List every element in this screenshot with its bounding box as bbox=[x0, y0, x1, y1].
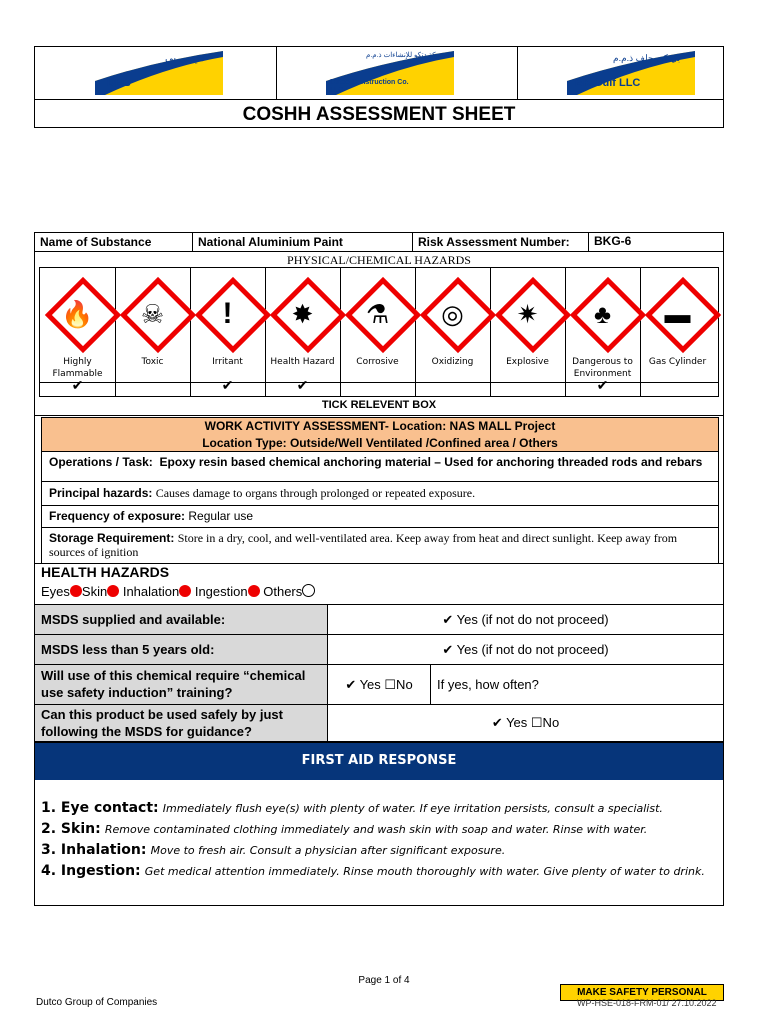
hazard-label: Irritant bbox=[212, 357, 243, 367]
hazard-label: Explosive bbox=[506, 357, 549, 367]
hazard-label: Health Hazard bbox=[270, 357, 335, 367]
first-aid-title: FIRST AID RESPONSE bbox=[35, 743, 723, 780]
bkgulf-logo-text: BK Gulf LLC bbox=[575, 77, 641, 89]
first-aid-text: Remove contaminated clothing immediately and wash skin with soap and water. Rinse with water. bbox=[104, 823, 648, 836]
hazard-label: Gas Cylinder bbox=[648, 357, 707, 367]
tick-box[interactable] bbox=[640, 377, 718, 396]
first-aid-item bbox=[41, 861, 717, 882]
tick-box[interactable] bbox=[340, 377, 416, 396]
page-number: Page 1 of 4 bbox=[358, 975, 410, 986]
document-reference: WP-HSE-018-FRM-01/ 27.10.2022 bbox=[577, 998, 717, 1008]
hazard-cell bbox=[415, 268, 491, 384]
tick-box[interactable]: ✔ bbox=[565, 377, 641, 396]
tick-box[interactable]: ✔ bbox=[190, 377, 266, 396]
logo-cell-dbb bbox=[35, 47, 277, 99]
health-item-label: Skin bbox=[81, 584, 108, 599]
hazard-label: Corrosive bbox=[356, 357, 399, 367]
safe-use-question-line1: Can this product be used safely by just bbox=[41, 707, 283, 722]
dutco-logo-text: Dutco Construction Co. LLC bbox=[330, 79, 409, 94]
operations-label: Operations / Task: bbox=[49, 455, 153, 469]
frequency-row bbox=[41, 506, 719, 528]
skull-icon: ☠ bbox=[140, 299, 165, 329]
hazards-section bbox=[34, 251, 724, 415]
msds-age-answer[interactable]: ✔ Yes (if not do not proceed) bbox=[328, 635, 723, 665]
risk-number-value: BKG-6 bbox=[594, 234, 632, 248]
first-aid-label: 1. Eye contact: bbox=[41, 800, 159, 816]
hazard-pictogram-grid bbox=[39, 267, 719, 383]
document-header bbox=[34, 46, 724, 128]
storage-label: Storage Requirement: bbox=[49, 531, 175, 545]
hazard-label: Oxidizing bbox=[431, 357, 474, 367]
bkgulf-logo-arabic: بي كي جلف ذ.م.م bbox=[613, 53, 681, 63]
safe-use-question-line2: following the MSDS for guidance? bbox=[41, 724, 252, 739]
hazard-label: Dangerous to Environment bbox=[572, 357, 633, 379]
storage-value: Store in a dry, cool, and well-ventilated area. Keep away from heat and direct sunlight. Keep away from sources of ignition bbox=[49, 531, 678, 559]
dutco-logo-arabic: شركة دتكو للإنشاءات ذ.م.م bbox=[366, 52, 446, 59]
hazard-label: Toxic bbox=[141, 357, 164, 367]
company-name: Dutco Group of Companies bbox=[36, 997, 158, 1008]
hazard-cell bbox=[265, 268, 341, 384]
safety-slogan-badge: MAKE SAFETY PERSONAL bbox=[560, 984, 724, 1001]
hazard-label: Highly Flammable bbox=[52, 357, 103, 379]
dbb-logo-arabic: دي بي بي bbox=[165, 53, 206, 64]
first-aid-label: 2. Skin: bbox=[41, 821, 101, 837]
first-aid-label: 3. Inhalation: bbox=[41, 842, 147, 858]
induction-answer[interactable]: ✔ Yes ☐No bbox=[328, 665, 431, 705]
gas-cylinder-icon: ▬ bbox=[664, 299, 691, 329]
work-activity-location-type: Location Type: Outside/Well Ventilated /Confined area / Others bbox=[202, 436, 558, 450]
msds-supplied-question: MSDS supplied and available: bbox=[35, 605, 328, 635]
substance-label: Name of Substance bbox=[35, 233, 193, 251]
environment-icon: ♣ bbox=[593, 299, 612, 329]
tick-box[interactable]: ✔ bbox=[40, 377, 116, 396]
first-aid-section bbox=[34, 742, 724, 906]
health-item-label: Others bbox=[263, 584, 303, 599]
storage-row bbox=[41, 528, 719, 564]
filled-circle-icon[interactable] bbox=[107, 585, 119, 597]
tick-box[interactable] bbox=[115, 377, 191, 396]
flame-over-circle-icon: ◎ bbox=[441, 299, 464, 329]
health-hazards-list bbox=[41, 584, 315, 599]
induction-question-line1: Will use of this chemical require “chemical bbox=[41, 668, 306, 683]
operations-row bbox=[41, 452, 719, 482]
hazard-cell bbox=[490, 268, 566, 384]
tick-box[interactable]: ✔ bbox=[265, 377, 341, 396]
first-aid-label: 4. Ingestion: bbox=[41, 863, 141, 879]
work-activity-banner bbox=[41, 417, 719, 452]
msds-supplied-answer[interactable]: ✔ Yes (if not do not proceed) bbox=[328, 605, 723, 635]
safe-use-question bbox=[35, 705, 328, 741]
work-activity-section bbox=[34, 415, 724, 563]
tick-box[interactable] bbox=[415, 377, 491, 396]
safe-use-answer[interactable]: ✔ Yes ☐No bbox=[491, 715, 560, 730]
flame-icon: 🔥 bbox=[61, 299, 94, 329]
work-activity-location: WORK ACTIVITY ASSESSMENT- Location: NAS MALL Project bbox=[204, 419, 556, 433]
empty-circle-icon[interactable] bbox=[302, 584, 315, 597]
frequency-label: Frequency of exposure: bbox=[49, 509, 186, 523]
explosive-icon: ✷ bbox=[516, 299, 539, 329]
principal-hazards-row bbox=[41, 482, 719, 506]
health-item-label: Eyes bbox=[41, 584, 70, 599]
substance-value: National Aluminium Paint bbox=[193, 233, 413, 251]
induction-question bbox=[35, 665, 328, 705]
health-hazard-icon: ✸ bbox=[291, 299, 314, 329]
first-aid-text: Get medical attention immediately. Rinse mouth thoroughly with water. Give plenty of water to drink. bbox=[144, 865, 705, 878]
filled-circle-icon[interactable] bbox=[179, 585, 191, 597]
tick-box[interactable] bbox=[490, 377, 566, 396]
operations-value: Epoxy resin based chemical anchoring material – Used for anchoring threaded rods and rebars bbox=[159, 455, 703, 469]
first-aid-list bbox=[41, 798, 717, 882]
risk-number-label: Risk Assessment Number: bbox=[413, 233, 589, 251]
health-hazards-title: HEALTH HAZARDS bbox=[41, 564, 170, 580]
health-item-label: Ingestion bbox=[194, 584, 248, 599]
hazards-title: PHYSICAL/CHEMICAL HAZARDS bbox=[287, 253, 471, 267]
tick-caption: TICK RELEVENT BOX bbox=[321, 399, 437, 411]
hazard-cell bbox=[190, 268, 266, 384]
msds-questions-table bbox=[34, 604, 724, 742]
induction-question-line2: use safety induction” training? bbox=[41, 685, 233, 700]
logo-cell-dutco bbox=[276, 47, 518, 99]
hazard-cell bbox=[115, 268, 191, 384]
page-title: COSHH ASSESSMENT SHEET bbox=[35, 99, 723, 130]
health-hazards-section bbox=[34, 563, 724, 604]
principal-hazards-label: Principal hazards: bbox=[49, 486, 153, 500]
hazard-cell bbox=[340, 268, 416, 384]
hazard-cell bbox=[565, 268, 641, 384]
first-aid-item bbox=[41, 819, 717, 840]
msds-age-question: MSDS less than 5 years old: bbox=[35, 635, 328, 665]
first-aid-item bbox=[41, 840, 717, 861]
logo-cell-bkgulf bbox=[517, 47, 725, 99]
filled-circle-icon[interactable] bbox=[70, 585, 82, 597]
frequency-value: Regular use bbox=[188, 509, 254, 523]
health-item-label: Inhalation bbox=[122, 584, 180, 599]
dbb-logo-text: DBB bbox=[107, 77, 131, 89]
first-aid-text: Move to fresh air. Consult a physician after significant exposure. bbox=[150, 844, 506, 857]
principal-hazards-value: Causes damage to organs through prolonged or repeated exposure. bbox=[155, 486, 476, 500]
substance-row bbox=[34, 232, 724, 252]
tick-row bbox=[39, 377, 719, 397]
hazard-cell bbox=[40, 268, 116, 384]
filled-circle-icon[interactable] bbox=[248, 585, 260, 597]
corrosive-icon: ⚗ bbox=[365, 299, 390, 329]
exclamation-icon: ! bbox=[222, 297, 233, 330]
hazard-cell bbox=[640, 268, 718, 384]
induction-frequency[interactable]: If yes, how often? bbox=[431, 665, 723, 705]
first-aid-item bbox=[41, 798, 717, 819]
first-aid-text: Immediately flush eye(s) with plenty of water. If eye irritation persists, consult a specialist. bbox=[162, 802, 663, 815]
